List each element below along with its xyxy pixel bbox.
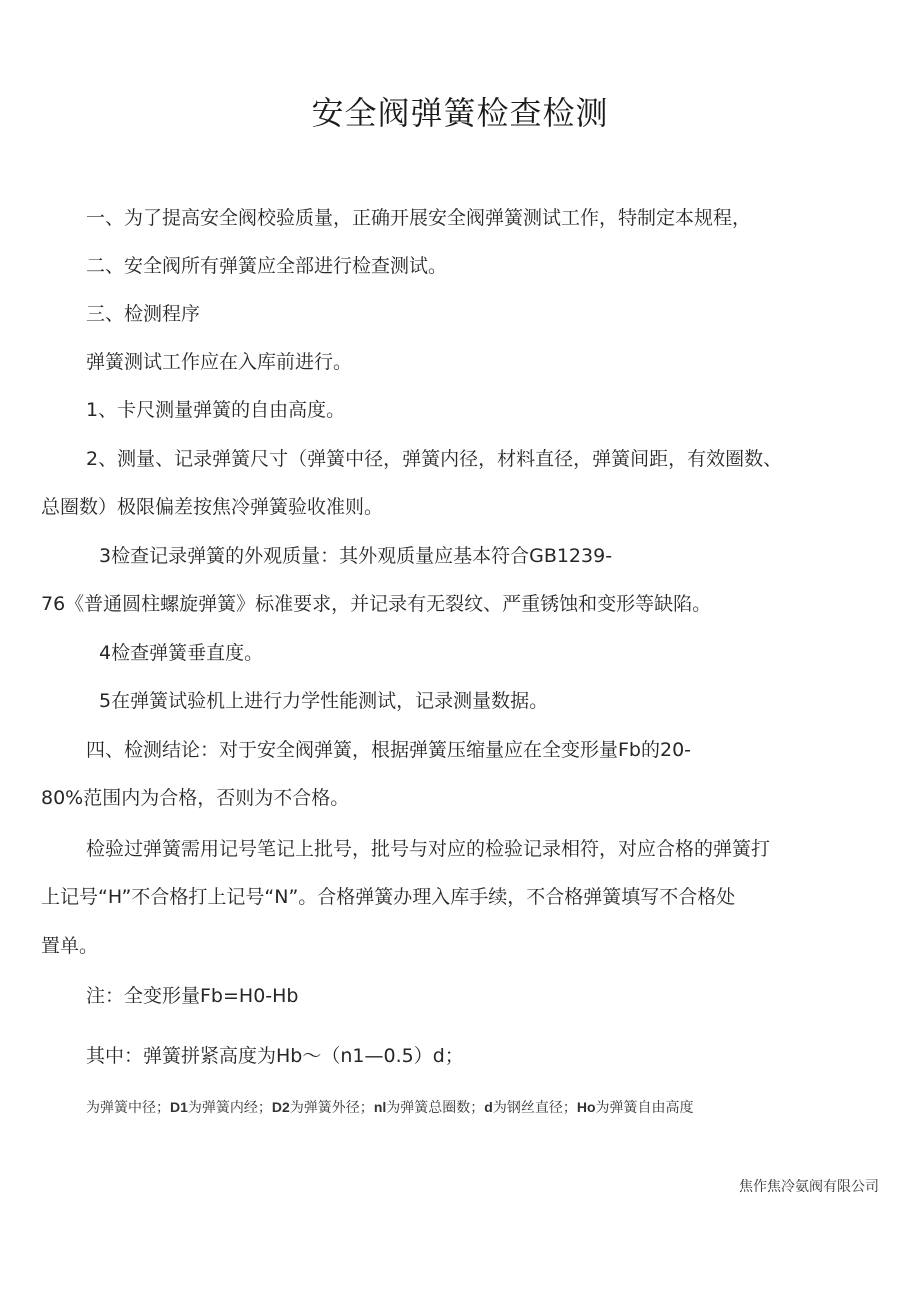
- paragraph-line-16: 置单。: [41, 935, 99, 957]
- note-part-6: 为弹簧自由高度: [595, 1100, 694, 1116]
- note-symbol-d1: D1: [170, 1099, 188, 1115]
- note-symbol-ho: Ho: [576, 1099, 596, 1115]
- company-name: 焦作焦冷氨阀有限公司: [739, 1179, 879, 1195]
- note-part-4: 为弹簧总圈数；: [386, 1100, 485, 1116]
- note-part-3: 为弹簧外径；: [289, 1100, 374, 1116]
- paragraph-line-3: 三、检测程序: [86, 303, 201, 325]
- paragraph-line-6: 2、测量、记录弹簧尺寸（弹簧中径，弹簧内径，材料直径，弹簧间距，有效圈数、: [86, 448, 783, 470]
- formula-line: 注：全变形量Fb=H0-Hb: [86, 985, 299, 1007]
- note-part-1: 为弹簧中径；: [86, 1100, 170, 1116]
- paragraph-line-15: 上记号“H”不合格打上记号“N”。合格弹簧办理入库手续，不合格弹簧填写不合格处: [41, 886, 736, 908]
- note-symbol-d: d: [484, 1099, 493, 1115]
- paragraph-line-12: 四、检测结论：对于安全阀弹簧，根据弹簧压缩量应在全变形量Fb的20-: [86, 739, 692, 761]
- paragraph-line-7: 总圈数）极限偏差按焦冷弹簧验收准则。: [41, 496, 384, 518]
- paragraph-line-14: 检验过弹簧需用记号笔记上批号，批号与对应的检验记录相符，对应合格的弹簧打: [86, 838, 771, 860]
- paragraph-line-10: 4检查弹簧垂直度。: [99, 642, 264, 664]
- paragraph-line-8: 3检查记录弹簧的外观质量：其外观质量应基本符合GB1239-: [99, 545, 613, 567]
- formula-line-2: 其中：弹簧拼紧高度为Hb～（n1—0.5）d；: [86, 1045, 464, 1067]
- note-part-2: 为弹簧内经；: [187, 1100, 272, 1116]
- paragraph-line-5: 1、卡尺测量弹簧的自由高度。: [86, 399, 346, 421]
- page-title: 安全阀弹簧检查检测: [311, 94, 609, 132]
- paragraph-line-9: 76《普通圆柱螺旋弹簧》标准要求，并记录有无裂纹、严重锈蚀和变形等缺陷。: [41, 593, 712, 615]
- paragraph-line-13: 80%范围内为合格，否则为不合格。: [41, 787, 350, 809]
- paragraph-line-1: 一、为了提高安全阀校验质量，正确开展安全阀弹簧测试工作，特制定本规程，: [86, 207, 752, 229]
- paragraph-line-4: 弹簧测试工作应在入库前进行。: [86, 351, 353, 373]
- paragraph-line-11: 5在弹簧试验机上进行力学性能测试，记录测量数据。: [99, 690, 549, 712]
- note-symbol-d2: D2: [271, 1099, 290, 1115]
- symbol-note: [86, 1097, 694, 1117]
- note-symbol-nl: nl: [373, 1099, 387, 1115]
- paragraph-line-2: 二、安全阀所有弹簧应全部进行检查测试。: [86, 255, 448, 277]
- note-part-5: 为钢丝直径；: [492, 1100, 577, 1116]
